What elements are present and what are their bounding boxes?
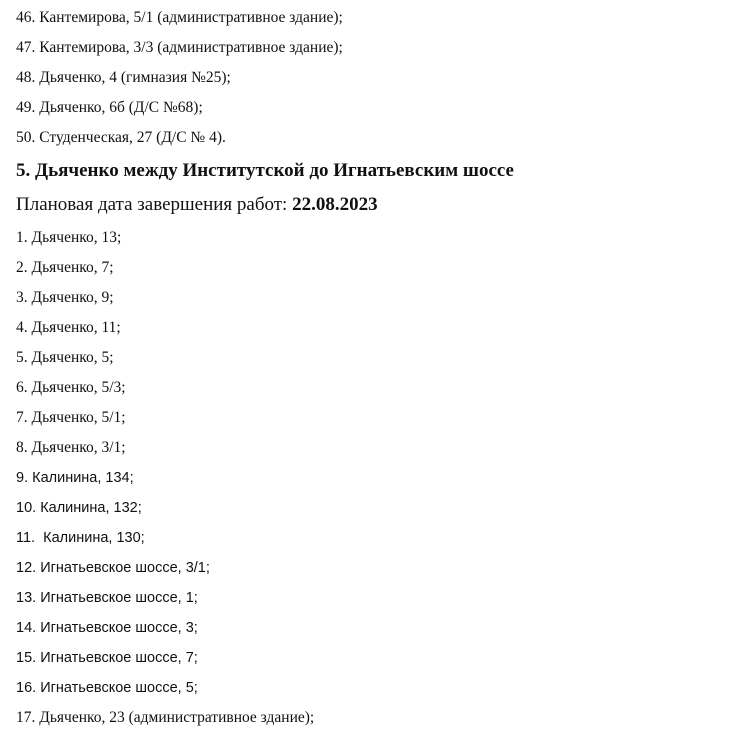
item-text: Дьяченко, 11;: [31, 319, 121, 336]
item-number: 8.: [16, 439, 28, 456]
item-text: Калинина, 134;: [32, 470, 134, 486]
item-text: Дьяченко, 6б (Д/С №68);: [39, 99, 203, 116]
item-number: 17.: [16, 709, 36, 726]
list-item: [16, 93, 739, 123]
item-number: 10.: [16, 500, 37, 516]
date-label: Плановая дата завершения работ:: [16, 194, 293, 215]
item-text: Дьяченко, 3/1;: [31, 439, 126, 456]
list-item: [16, 643, 739, 673]
item-text: Дьяченко, 5/1;: [31, 409, 126, 426]
list-item: [16, 583, 739, 613]
item-number: 9.: [16, 470, 29, 486]
item-text: Студенческая, 27 (Д/С № 4).: [39, 129, 226, 146]
item-number: 50.: [16, 129, 36, 146]
item-number: 13.: [16, 590, 37, 606]
item-text: Игнатьевское шоссе, 1;: [40, 590, 198, 606]
previous-list: [16, 3, 739, 153]
list-item: [16, 33, 739, 63]
item-text: Дьяченко, 5/3;: [31, 379, 126, 396]
section-heading: 5. Дьяченко между Институтской до Игнатьевским шоссе: [16, 160, 514, 181]
item-text: Игнатьевское шоссе, 7;: [40, 650, 198, 666]
list-item: [16, 613, 739, 643]
item-number: 12.: [16, 560, 37, 576]
item-number: 16.: [16, 680, 37, 696]
item-number: 49.: [16, 99, 36, 116]
item-number: 5.: [16, 349, 28, 366]
item-text: Игнатьевское шоссе, 3/1;: [40, 560, 210, 576]
date-value: 22.08.2023: [292, 194, 378, 215]
planned-date: [16, 187, 739, 223]
item-number: 47.: [16, 39, 36, 56]
list-item: [16, 403, 739, 433]
item-number: 15.: [16, 650, 37, 666]
item-number: 14.: [16, 620, 37, 636]
item-number: 6.: [16, 379, 28, 396]
address-list: [16, 223, 739, 733]
list-item: [16, 493, 739, 523]
list-item: [16, 63, 739, 93]
item-number: 2.: [16, 259, 28, 276]
list-item: [16, 523, 739, 553]
item-number: 46.: [16, 9, 36, 26]
item-number: 7.: [16, 409, 28, 426]
item-text: Кантемирова, 3/3 (административное здание);: [39, 39, 343, 56]
item-number: 4.: [16, 319, 28, 336]
list-item: [16, 253, 739, 283]
item-text: Дьяченко, 13;: [31, 229, 122, 246]
list-item: [16, 3, 739, 33]
item-text: Кантемирова, 5/1 (административное здание);: [39, 9, 343, 26]
item-number: 1.: [16, 229, 28, 246]
list-item: [16, 313, 739, 343]
item-text: Дьяченко, 23 (административное здание);: [39, 709, 315, 726]
item-number: 3.: [16, 289, 28, 306]
item-text: Калинина, 130;: [39, 530, 145, 546]
list-item: [16, 433, 739, 463]
item-number: 11.: [16, 530, 36, 546]
item-text: Дьяченко, 7;: [31, 259, 114, 276]
item-text: Игнатьевское шоссе, 5;: [40, 680, 198, 696]
item-text: Игнатьевское шоссе, 3;: [40, 620, 198, 636]
list-item: [16, 703, 739, 733]
item-text: Дьяченко, 4 (гимназия №25);: [39, 69, 231, 86]
item-text: Дьяченко, 5;: [31, 349, 114, 366]
list-item: [16, 343, 739, 373]
list-item: [16, 673, 739, 703]
list-item: [16, 553, 739, 583]
list-item: [16, 283, 739, 313]
list-item: [16, 123, 739, 153]
list-item: [16, 223, 739, 253]
item-text: Калинина, 132;: [40, 500, 142, 516]
list-item: [16, 373, 739, 403]
list-item: [16, 463, 739, 493]
item-number: 48.: [16, 69, 36, 86]
item-text: Дьяченко, 9;: [31, 289, 114, 306]
